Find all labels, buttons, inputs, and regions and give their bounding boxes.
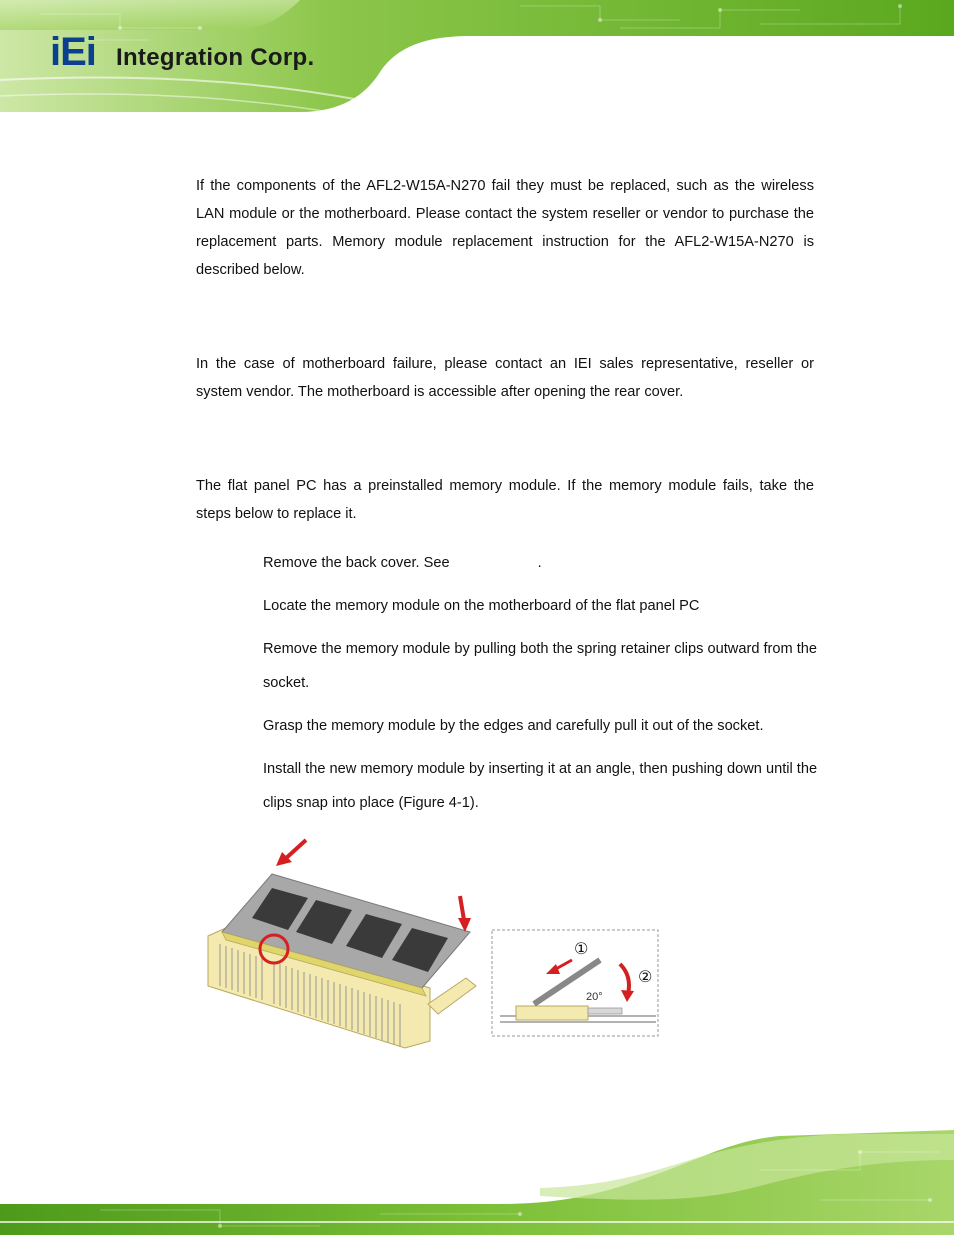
step-4: Grasp the memory module by the edges and carefully pull it out of the socket. — [263, 718, 764, 734]
step-5: Install the new memory module by inserting it at an angle, then pushing down until the clips snap into place (Figure 4-1). — [263, 761, 818, 811]
step-1-text: Remove the back cover. See — [263, 555, 450, 571]
step-3: Remove the memory module by pulling both the spring retainer clips outward from the socket. — [263, 641, 818, 691]
step-1 — [263, 546, 823, 580]
callout-2: ② — [638, 967, 653, 986]
memory-module-illustration — [200, 836, 670, 1056]
angle-label: 20° — [586, 991, 603, 1003]
motherboard-paragraph: In the case of motherboard failure, please contact an IEI sales representative, reseller or system vendor. The motherboard is accessible after opening the rear cover. — [196, 356, 814, 400]
press-down-arrow-icon — [458, 896, 471, 932]
footer-circuit-banner — [0, 1130, 954, 1235]
step-2: Locate the memory module on the motherboard of the flat panel PC — [263, 598, 700, 614]
memory-install-figure — [200, 836, 670, 1056]
callout-1: ① — [574, 939, 589, 958]
page-header — [0, 0, 954, 118]
page-footer — [0, 1130, 954, 1235]
company-logo-mark: iEi — [50, 30, 96, 74]
step-1-suffix: . — [537, 555, 542, 571]
company-logo-text: Integration Corp. — [116, 44, 315, 71]
intro-paragraph: If the components of the AFL2-W15A-N270 fail they must be replaced, such as the wireless LAN module or the motherboard. Please contact the system reseller or vendor to purchase the replacement parts. Memory module replacement instruction for the AFL2-W15A-N270 is described below. — [196, 178, 814, 278]
memory-paragraph: The flat panel PC has a preinstalled memory module. If the memory module fails, take the steps below to replace it. — [196, 478, 814, 522]
insert-arrow-icon — [276, 840, 306, 866]
